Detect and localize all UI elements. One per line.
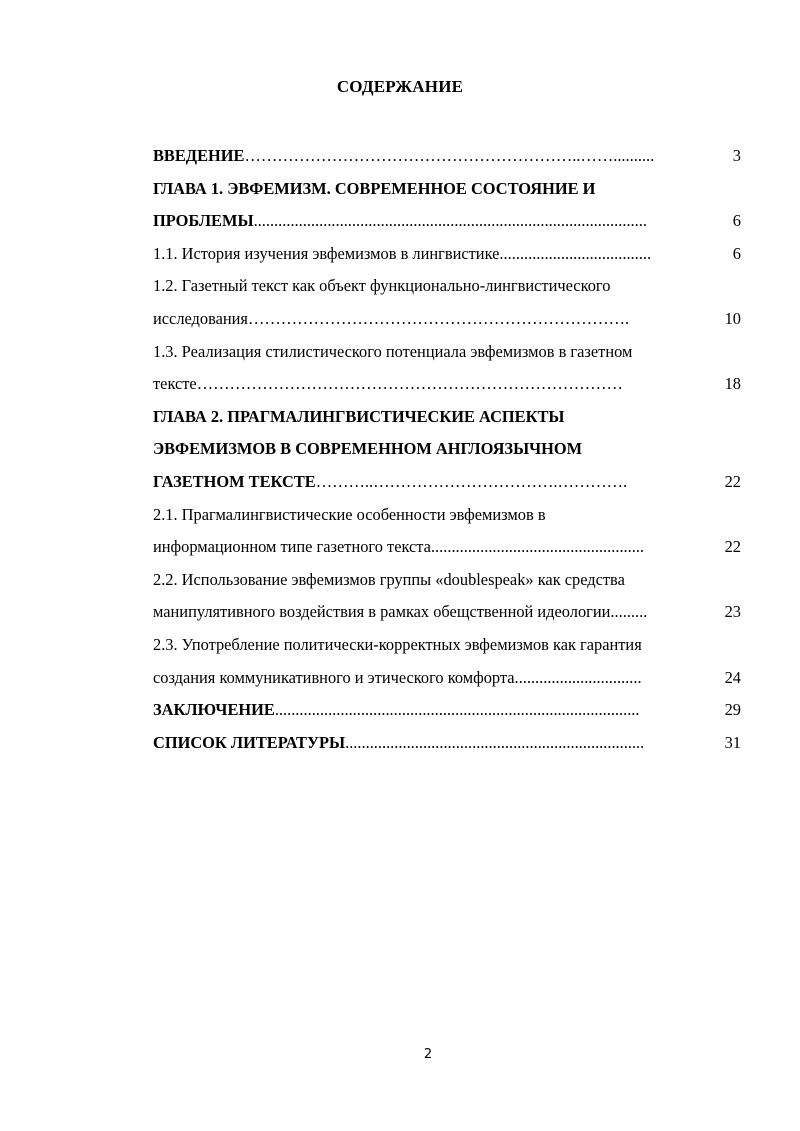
toc-entry-2-3-line-1 [153,629,741,662]
toc-entry-text: информационном типе газетного текста [153,537,431,557]
toc-leader-dots: .................................................... [430,537,645,557]
toc-leader-dots: ......................................................................... [345,732,645,752]
toc-page-number: 23 [724,602,741,622]
toc-leader-dots: ................................................................................................ [253,211,647,231]
toc-entry-conclusion [153,694,741,727]
toc-entry-1-2-line-1 [153,270,741,303]
toc-entry-text: 2.2. Использование эвфемизмов группы «doublespeak» как средства [153,569,625,589]
toc-entry-text: ГЛАВА 2. ПРАГМАЛИНГВИСТИЧЕСКИЕ АСПЕКТЫ [153,406,565,426]
toc-entry-2-1-line-1 [153,499,741,532]
toc-page-number: 29 [724,700,741,720]
toc-entry-text: ЭВФЕМИЗМОВ В СОВРЕМЕННОМ АНГЛОЯЗЫЧНОМ [153,439,583,459]
toc-entry-text: 2.1. Прагмалингвистические особенности эвфемизмов в [153,504,546,524]
toc-leader-dots: ……………………………………………………………. [247,308,630,328]
page-number: 2 [423,1047,433,1062]
toc-entry-chapter-1-line-1 [153,173,741,206]
toc-page-number: 6 [732,243,741,263]
toc-entry-text: СПИСОК ЛИТЕРАТУРЫ [153,732,346,752]
toc-entry-text: 1.2. Газетный текст как объект функционально-лингвистического [153,276,611,296]
toc-page-number: 24 [724,667,741,687]
toc-entry-introduction [153,140,741,173]
toc-entry-text: создания коммуникативного и этического комфорта [153,667,515,687]
toc-entry-1-3-line-2 [153,368,741,401]
toc-entry-chapter-2-line-1 [153,401,741,434]
toc-page-number: 18 [724,374,741,394]
toc-entry-text: ГАЗЕТНОМ ТЕКСТЕ [153,471,316,491]
toc-entry-2-1-line-2 [153,531,741,564]
toc-page-number: 22 [724,537,741,557]
toc-entry-text: тексте [153,374,197,394]
toc-leader-dots: ..................................... [499,243,652,263]
toc-entry-2-3-line-2 [153,662,741,695]
toc-entry-text: ЗАКЛЮЧЕНИЕ [153,700,275,720]
toc-entry-text: ГЛАВА 1. ЭВФЕМИЗМ. СОВРЕМЕННОЕ СОСТОЯНИЕ И [153,178,596,198]
toc-page-number: 22 [724,471,741,491]
toc-entry-chapter-2-line-3 [153,466,741,499]
toc-entry-text: исследования [153,308,248,328]
toc-page-number: 3 [732,146,741,165]
toc-leader-dots: ………..…………………………….…………. [315,471,628,491]
toc-leader-dots: ......................................................................................... [274,700,640,720]
toc-leader-dots: …………………………………………………………………… [196,374,623,394]
toc-leader-dots: ……………………………………………………..…….......... [244,146,655,165]
table-of-contents [153,140,741,759]
toc-page-number: 31 [724,732,741,752]
toc-entry-2-2-line-1 [153,564,741,597]
toc-entry-references [153,727,741,760]
toc-entry-text: 1.1. История изучения эвфемизмов в лингвистике [153,243,500,263]
toc-entry-1-1 [153,238,741,271]
toc-entry-1-2-line-2 [153,303,741,336]
toc-entry-text: 2.3. Употребление политически-корректных эвфемизмов как гарантия [153,634,642,654]
toc-page-number: 10 [724,308,741,328]
toc-page-number: 6 [732,211,741,231]
toc-entry-text: ВВЕДЕНИЕ [153,146,245,165]
toc-entry-chapter-2-line-2 [153,433,741,466]
toc-leader-dots: ............................... [514,667,642,687]
toc-entry-1-3-line-1 [153,336,741,369]
toc-entry-text: 1.3. Реализация стилистического потенциала эвфемизмов в газетном [153,341,633,361]
toc-entry-text: манипулятивного воздействия в рамках обещственной идеологии [153,602,611,622]
toc-entry-text: ПРОБЛЕМЫ [153,211,254,231]
toc-entry-2-2-line-2 [153,596,741,629]
toc-entry-chapter-1-line-2 [153,205,741,238]
toc-leader-dots: ......... [610,602,648,622]
page-title: СОДЕРЖАНИЕ [336,77,464,96]
